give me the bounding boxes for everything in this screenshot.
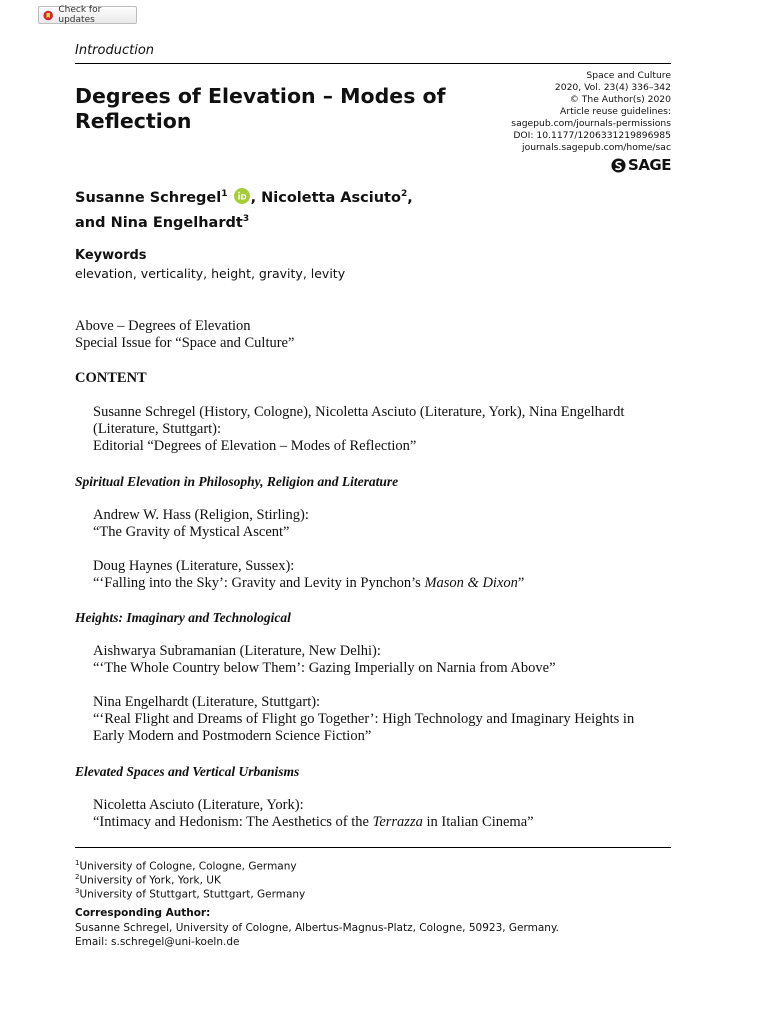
contribution-entry (93, 694, 673, 745)
affiliation-marker: 2 (400, 189, 408, 199)
section-heading: Heights: Imaginary and Technological (75, 610, 291, 625)
author-name[interactable]: Susanne Schregel (75, 189, 222, 206)
footnote-divider (75, 847, 671, 848)
author-name[interactable]: Nina Engelhardt (110, 214, 243, 231)
contribution-title: “Intimacy and Hedonism: The Aesthetics of the Terrazza in Italian Cinema” (93, 814, 534, 830)
contribution-entry (93, 558, 673, 592)
section-heading: Spiritual Elevation in Philosophy, Religion and Literature (75, 474, 399, 489)
contribution-title: “‘The Whole Country below Them’: Gazing Imperially on Narnia from Above” (93, 660, 556, 676)
contribution-title: “‘Real Flight and Dreams of Flight go Together’: High Technology and Imaginary Heights in (93, 711, 635, 727)
editorial-entry (93, 404, 673, 455)
contribution-entry (93, 797, 673, 831)
journal-name: Space and Culture (586, 70, 671, 81)
reuse-guidelines-label: Article reuse guidelines: (560, 106, 671, 117)
journal-volume: 2020, Vol. 23(4) 336–342 (554, 82, 671, 93)
contribution-title: “‘Falling into the Sky’: Gravity and Levity in Pynchon’s Mason & Dixon” (93, 575, 525, 591)
author-name[interactable]: Nicoletta Asciuto (261, 189, 401, 206)
author-list: Susanne Schregel$^1$ , Nicoletta Asciuto$^2$, and Nina Engelhardt$^3$ (75, 189, 413, 231)
journal-home-link[interactable]: journals.sagepub.com/home/sac (522, 142, 671, 153)
affiliation-line: $^2$University of York, York, UK (75, 873, 221, 887)
section-label: Introduction (75, 43, 155, 58)
contribution-author: Aishwarya Subramanian (Literature, New Delhi): (93, 643, 381, 659)
editorial-authors: Susanne Schregel (History, Cologne), Nicoletta Asciuto (Literature, York), Nina Engelhardt (93, 404, 625, 420)
special-issue-line: Special Issue for “Space and Culture” (75, 335, 295, 351)
doi-link[interactable]: DOI: 10.1177/1206331219896985 (513, 130, 671, 141)
keywords-heading: Keywords (75, 248, 147, 263)
content-heading: CONTENT (75, 370, 147, 386)
contribution-author: Nina Engelhardt (Literature, Stuttgart): (93, 694, 321, 710)
editorial-title: Editorial “Degrees of Elevation – Modes of Reflection” (93, 438, 417, 454)
contribution-title: “The Gravity of Mystical Ascent” (93, 524, 290, 540)
affiliation-marker: 1 (221, 189, 228, 199)
article-title: Degrees of Elevation – Modes of Reflection (75, 84, 446, 133)
top-divider (75, 63, 671, 64)
copyright-line: © The Author(s) 2020 (569, 94, 671, 105)
section-heading: Elevated Spaces and Vertical Urbanisms (75, 764, 300, 779)
affiliation-line: $^1$University of Cologne, Cologne, Germany (75, 859, 297, 873)
contribution-entry (93, 643, 673, 677)
contribution-title: Early Modern and Postmodern Science Fiction” (93, 728, 372, 744)
affiliation-marker: 3 (242, 213, 250, 224)
author-conjunction: and (75, 214, 106, 231)
journal-metadata (511, 70, 671, 154)
permissions-link[interactable]: sagepub.com/journals-permissions (511, 118, 671, 129)
corresponding-author-address: Susanne Schregel, University of Cologne, Albertus-Magnus-Platz, Cologne, 50923, Germany. (75, 922, 560, 934)
sage-logo-text: SAGE (628, 156, 671, 174)
editorial-authors: (Literature, Stuttgart): (93, 421, 222, 437)
corresponding-author-email[interactable]: Email: s.schregel@uni-koeln.de (75, 936, 240, 948)
corresponding-author-heading: Corresponding Author: (75, 907, 211, 919)
orcid-icon[interactable] (234, 188, 250, 204)
contribution-entry (93, 507, 673, 541)
check-for-updates-label: Check for updates (58, 5, 102, 25)
keywords-list: elevation, verticality, height, gravity, levity (75, 266, 346, 281)
affiliation-line: $^3$University of Stuttgart, Stuttgart, Germany (75, 887, 306, 901)
contribution-author: Doug Haynes (Literature, Sussex): (93, 558, 295, 574)
sage-logo-icon (611, 158, 626, 173)
bookmark-icon (43, 10, 53, 21)
special-issue-line: Above – Degrees of Elevation (75, 318, 251, 334)
contribution-author: Nicoletta Asciuto (Literature, York): (93, 797, 304, 813)
check-for-updates-button[interactable] (38, 6, 137, 24)
contribution-author: Andrew W. Hass (Religion, Stirling): (93, 507, 309, 523)
sage-logo (611, 156, 671, 174)
